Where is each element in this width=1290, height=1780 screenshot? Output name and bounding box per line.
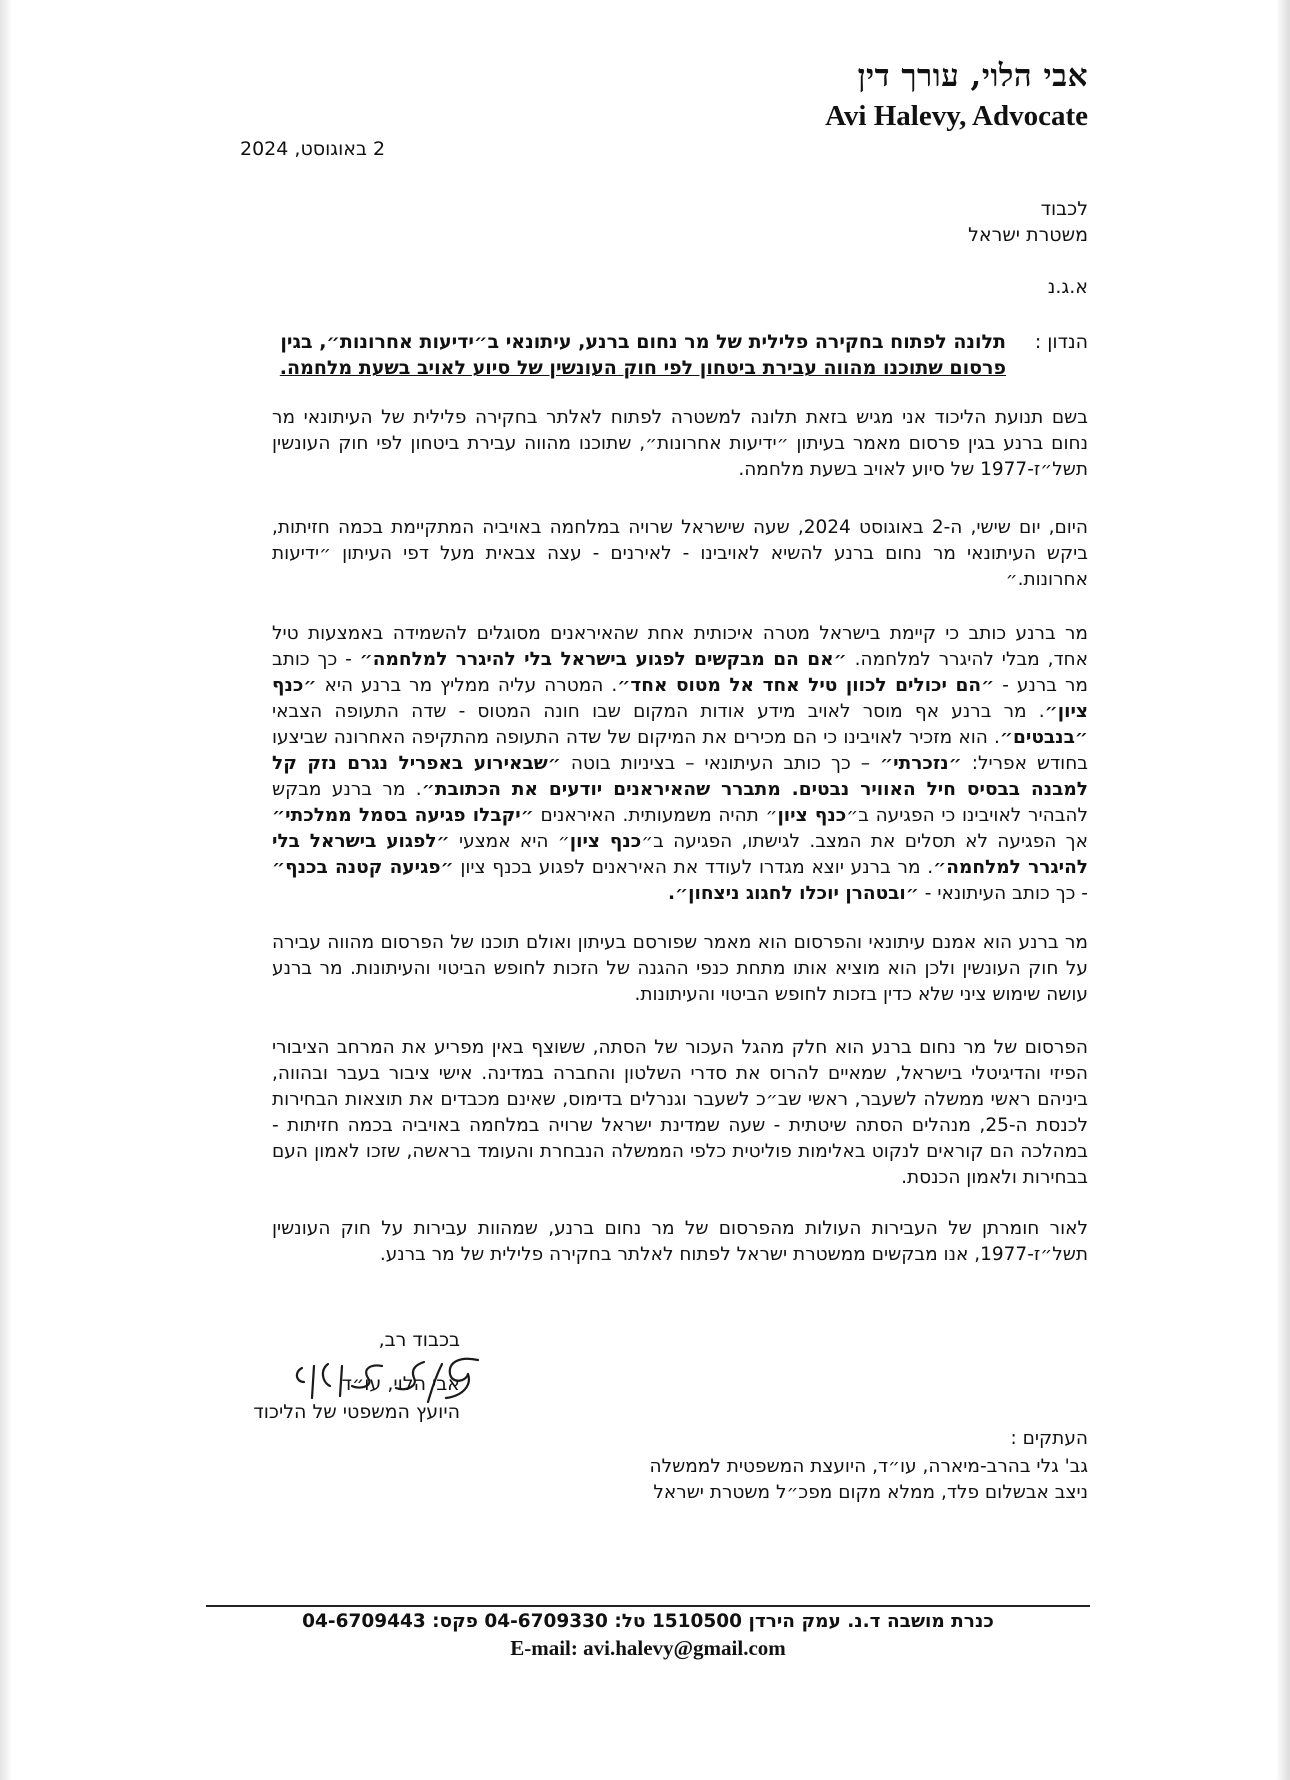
recipient-line-2: משטרת ישראל — [968, 224, 1088, 246]
copies-line-2: ניצב אבשלום פלד, ממלא מקום מפכ״ל משטרת ישראל — [653, 1482, 1088, 1503]
p3-text-m: - כך כותב העיתונאי - — [918, 883, 1088, 904]
page-shadow-right — [1276, 0, 1290, 1780]
p3-quote-1: ״אם הם מבקשים לפגוע בישראל בלי להיגרר למלחמה״ — [359, 649, 847, 670]
subject-line-2: פרסום שתוכנו מהווה עבירת ביטחון לפי חוק העונשין של סיוע לאויב בשעת מלחמה. — [279, 357, 1006, 379]
p3-text-h: . מר ברנע מבקש להבהיר לאויבינו כי הפגיעה ב״ — [272, 779, 1088, 826]
subject-line-1: תלונה לפתוח בחקירה פלילית של מר נחום ברנע, עיתונאי ב״ידיעות אחרונות״, בגין — [280, 331, 1006, 353]
p3-quote-10: ״לפגוע בישראל בלי להיגרר למלחמה״ — [272, 831, 1089, 878]
recipient-line-1: לכבוד — [1040, 198, 1088, 220]
p3-quote-4: ״בנבטים״ — [999, 727, 1088, 748]
p3-text-e: . מר ברנע אף מוסר לאויב מידע אודות המקום שבו חונה המטוס - שדה התעופה הצבאי — [272, 701, 1045, 722]
signatory-role: היועץ המשפטי של הליכוד — [253, 1401, 460, 1423]
p3-quote-5: ״נזכרתי״ — [879, 753, 962, 774]
p3-text-f: . הוא מזכיר לאויבינו כי הם מכירים את המיקום של שדה התעופה מהתקיפה האחרונה שביצעו בחודש אפריל: — [272, 727, 1088, 774]
signatory-name: אבי הלוי, עו״ד — [341, 1373, 460, 1395]
body-paragraph-1: בשם תנועת הליכוד אני מגיש בזאת תלונה למשטרה לפתוח לאלתר בחקירה פלילית של העיתונאי מר נחום ברנע בגין פרסום מאמר בעיתון ״ידיעות אחרונות״, שתוכנו מהווה עבירת ביטחון לפי חוק העונשין תשל״ז-1977 של סיוע לאויב בשעת מלחמה. — [272, 407, 1088, 480]
footer-email: E-mail: avi.halevy@gmail.com — [510, 1636, 786, 1660]
p3-text-l: . מר ברנע יוצא מגדרו לעודד את האיראנים לפגוע בכנף ציון — [453, 857, 934, 878]
letterhead-name-english: Avi Halevy, Advocate — [825, 100, 1088, 132]
p3-text-c: - כך כותב מר ברנע - — [272, 649, 1088, 696]
p3-quote-9: כנף ציון — [569, 831, 642, 852]
page-shadow-left — [0, 0, 12, 1780]
copies-list — [488, 1454, 1088, 1506]
p3-text-j: אך הפגיעה לא תסלים את המצב. לגישתו, הפגיעה ב״ — [641, 831, 1088, 852]
p3-quote-3: ״כנף ציון״ — [272, 675, 1088, 722]
recipient-block — [688, 196, 1088, 248]
closing: בכבוד רב, — [378, 1329, 460, 1351]
footer-divider — [206, 1605, 1090, 1607]
p3-text-a: מר ברנע כותב כי קיימת בישראל מטרה איכותית אחת שהאיראנים מסוגלים להשמידה באמצעות טיל אחד, מבלי להיגרר למלחמה. — [272, 623, 1089, 670]
body-paragraph-6: לאור חומרתן של העבירות העולות מהפרסום של מר נחום ברנע, שמהוות עבירות על חוק העונשין תשל״ז-1977, אנו מבקשים ממשטרת ישראל לפתוח לאלתר בחקירה פלילית של מר ברנע. — [272, 1218, 1088, 1265]
p3-quote-12: ״ובטהרן יוכלו לחגוג ניצחון״. — [667, 883, 919, 904]
p3-quote-6: ״שבאירוע באפריל נגרם נזק קל למבנה בבסיס חיל האוויר נבטים. מתברר שהאיראנים יודעים את הכתובת״ — [272, 753, 1088, 800]
subject-text — [188, 329, 1006, 381]
p3-text-i: ״ תהיה משמעותית. האיראנים — [533, 805, 778, 826]
greeting: א.ג.נ — [1047, 276, 1088, 298]
footer-address: כנרת מושבה ד.נ. עמק הירדן 1510500 טל: 04-6709330 פקס: 04-6709443 — [302, 1611, 994, 1632]
subject-label: הנדון : — [1034, 331, 1088, 353]
body-paragraph-5: הפרסום של מר נחום ברנע הוא חלק מהגל העכור של הסתה, ששוצף באין מפריע את המרחב הציבורי הפיזי והדיגיטלי בישראל, שמאיים להרוס את סדרי השלטון והחברה במדינה. אישי ציבור בעבר ובהווה, ביניהם ראשי ממשלה לשעבר, ראשי שב״כ לשעבר וגנרלים בדימוס, שאינם מכבדים את תוצאות הבחירות לכנסת ה-25, מנהלים הסתה שיטתית - שעה שמדינת ישראל שרויה במלחמה באויביה בכמה חזיתות - במהלכה הם קוראים לנקוט באלימות פוליטית כלפי הממשלה הנבחרת והעומד בראשה, שזכו לאמון העם בבחירות ולאמון הכנסת. — [272, 1037, 1089, 1188]
p3-text-k: ״ היא אמצעי — [449, 831, 570, 852]
body-paragraph-3 — [272, 621, 1088, 907]
copies-label: העתקים : — [1010, 1428, 1088, 1449]
p3-quote-7: כנף ציון — [777, 805, 847, 826]
p3-text-g: – כך כותב העיתונאי – בציניות בוטה — [560, 753, 880, 774]
letterhead-name-hebrew: אבי הלוי, עורך דין — [857, 58, 1088, 94]
p3-text-d: . המטרה עליה ממליץ מר ברנע היא — [316, 675, 618, 696]
p3-quote-8: ״יקבלו פגיעה בסמל ממלכתי״ — [272, 805, 534, 826]
p3-quote-11: ״פגיעה קטנה בכנף״ — [272, 857, 454, 878]
body-paragraph-2: היום, יום שישי, ה-2 באוגוסט 2024, שעה שישראל שרויה במלחמה באויביה המתקיימת בכמה חזיתות, ביקש העיתונאי מר נחום ברנע להשיא לאויבינו - לאירנים - עצה צבאית מעל דפי העיתון ״ידיעות אחרונות.״ — [272, 517, 1088, 590]
letter-date: 2 באוגוסט, 2024 — [240, 138, 386, 160]
p3-quote-2: ״הם יכולים לכוון טיל אחד אל מטוס אחד״ — [617, 675, 995, 696]
subject-block — [188, 329, 1088, 381]
copies-line-1: גב' גלי בהרב-מיארה, עו״ד, היועצת המשפטית לממשלה — [649, 1456, 1088, 1477]
body-paragraph-4: מר ברנע הוא אמנם עיתונאי והפרסום הוא מאמר שפורסם בעיתון ואולם תוכנו של הפרסום מהווה עבירה על חוק העונשין ולכן הוא מוציא אותו מתחת כנפי ההגנה של הזכות לחופש הביטוי והעיתונות. מר ברנע עושה שימוש ציני שלא כדין בזכות לחופש הביטוי והעיתונות. — [272, 932, 1088, 1005]
